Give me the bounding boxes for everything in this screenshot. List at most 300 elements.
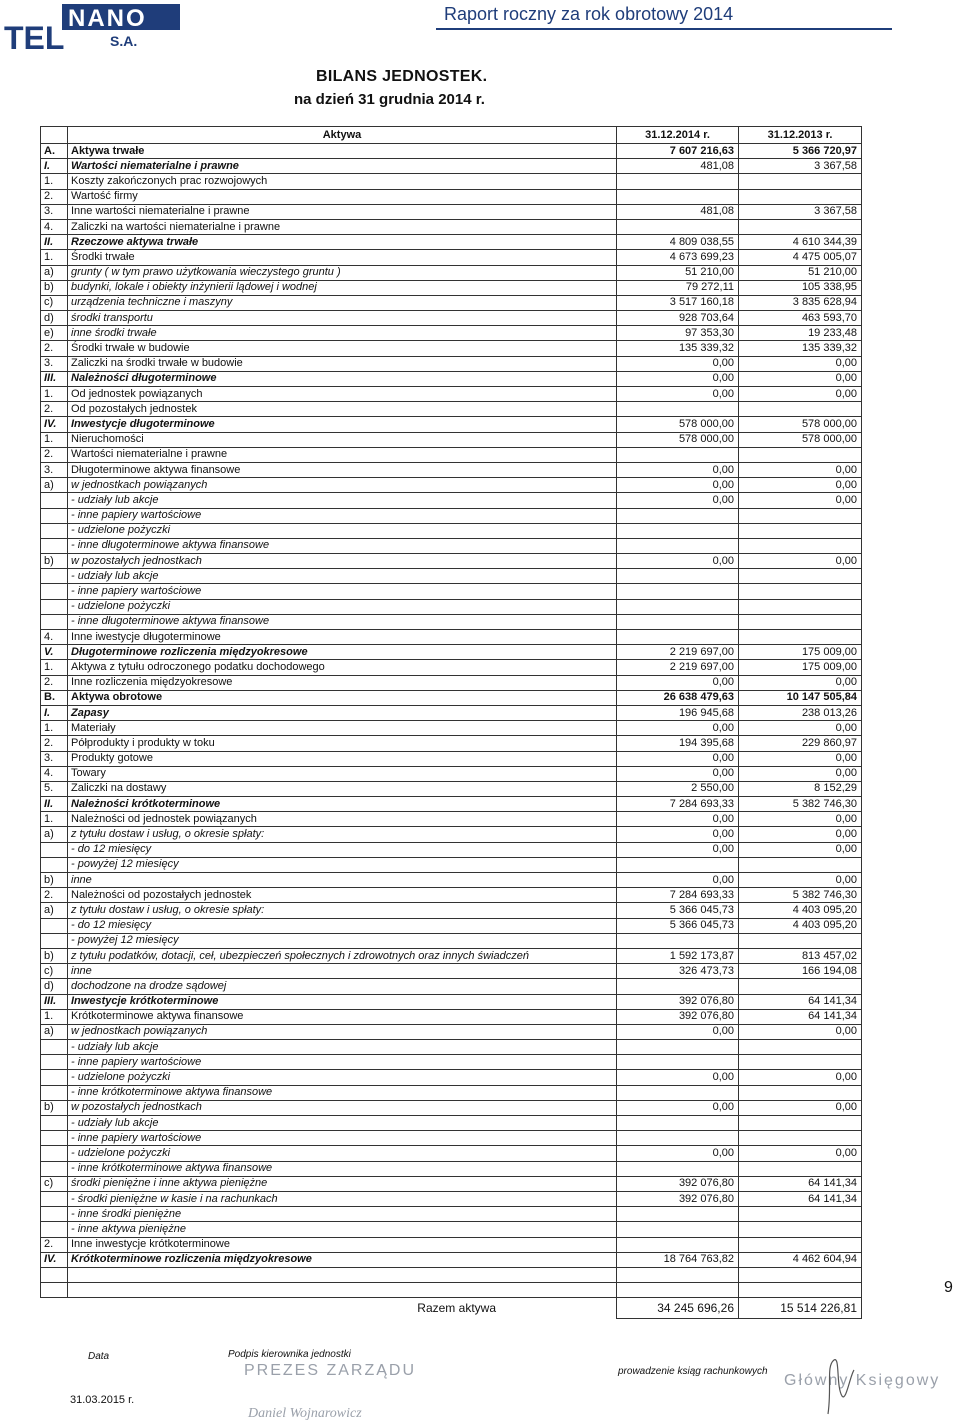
row-label: [68, 1267, 617, 1282]
row-value-2014: 18 764 763,82: [617, 1252, 739, 1267]
row-label: środki pieniężne i inne aktywa pieniężne: [68, 1176, 617, 1191]
table-row: [41, 417, 862, 432]
table-row: [41, 933, 862, 948]
row-label: Zapasy: [68, 705, 617, 720]
row-code: [41, 842, 68, 857]
svg-text:TEL: TEL: [4, 20, 65, 52]
row-value-2014: 79 272,11: [617, 280, 739, 295]
row-label: Należności od jednostek powiązanych: [68, 812, 617, 827]
table-row: [41, 1176, 862, 1191]
row-code: [41, 493, 68, 508]
row-value-2014: 0,00: [617, 842, 739, 857]
row-label: budynki, lokale i obiekty inżynierii lądowej i wodnej: [68, 280, 617, 295]
row-label: Koszty zakończonych prac rozwojowych: [68, 174, 617, 189]
row-value-2013: [739, 1116, 862, 1131]
row-value-2013: 0,00: [739, 766, 862, 781]
row-code: [41, 857, 68, 872]
row-value-2013: 0,00: [739, 371, 862, 386]
row-label: w pozostałych jednostkach: [68, 554, 617, 569]
row-value-2014: 4 809 038,55: [617, 235, 739, 250]
row-value-2013: 5 366 720,97: [739, 144, 862, 159]
row-value-2013: [739, 933, 862, 948]
row-code: a): [41, 478, 68, 493]
row-code: 2.: [41, 675, 68, 690]
table-row: [41, 462, 862, 477]
row-label: inne: [68, 964, 617, 979]
table-row: [41, 493, 862, 508]
row-code: [41, 614, 68, 629]
row-value-2013: 0,00: [739, 1146, 862, 1161]
row-code: 4.: [41, 630, 68, 645]
row-value-2013: 3 367,58: [739, 204, 862, 219]
row-value-2014: 392 076,80: [617, 1191, 739, 1206]
row-value-2014: 0,00: [617, 1146, 739, 1161]
row-label: środki transportu: [68, 311, 617, 326]
row-label: inne: [68, 873, 617, 888]
header-rule: [436, 28, 892, 30]
row-value-2014: 0,00: [617, 721, 739, 736]
row-value-2013: 4 610 344,39: [739, 235, 862, 250]
date-label: Data: [88, 1351, 110, 1362]
row-label: - udziały lub akcje: [68, 1116, 617, 1131]
stamp-ksiegowy: Główny Księgowy: [784, 1372, 941, 1389]
row-value-2013: 463 593,70: [739, 311, 862, 326]
row-value-2014: 0,00: [617, 812, 739, 827]
row-code: [41, 1055, 68, 1070]
table-row: [41, 827, 862, 842]
row-value-2013: [739, 979, 862, 994]
row-value-2013: 4 403 095,20: [739, 903, 862, 918]
row-code: 1.: [41, 1009, 68, 1024]
row-value-2013: 578 000,00: [739, 417, 862, 432]
table-row: [41, 705, 862, 720]
row-value-2014: 0,00: [617, 766, 739, 781]
row-code: b): [41, 948, 68, 963]
row-value-2013: [739, 402, 862, 417]
row-value-2014: 481,08: [617, 159, 739, 174]
table-row: [41, 1100, 862, 1115]
row-label: - udzielone pożyczki: [68, 1070, 617, 1085]
row-code: [41, 933, 68, 948]
row-code: b): [41, 280, 68, 295]
row-code: 1.: [41, 387, 68, 402]
table-row: [41, 1161, 862, 1176]
table-row: [41, 1207, 862, 1222]
row-value-2013: 8 152,29: [739, 781, 862, 796]
row-value-2013: 813 457,02: [739, 948, 862, 963]
row-code: c): [41, 964, 68, 979]
row-code: 3.: [41, 356, 68, 371]
header-aktywa: Aktywa: [68, 127, 617, 144]
table-row: [41, 371, 862, 386]
row-code: 2.: [41, 1237, 68, 1252]
row-value-2014: 481,08: [617, 204, 739, 219]
row-code: III.: [41, 994, 68, 1009]
row-value-2014: 194 395,68: [617, 736, 739, 751]
row-value-2013: 0,00: [739, 812, 862, 827]
row-value-2013: [739, 1283, 862, 1298]
row-value-2014: [617, 1040, 739, 1055]
row-label: - powyżej 12 miesięcy: [68, 933, 617, 948]
table-row: [41, 873, 862, 888]
row-code: a): [41, 1024, 68, 1039]
row-value-2014: [617, 979, 739, 994]
table-row: [41, 144, 862, 159]
row-label: inne środki trwałe: [68, 326, 617, 341]
row-value-2014: 7 284 693,33: [617, 888, 739, 903]
row-code: b): [41, 1100, 68, 1115]
row-value-2014: 0,00: [617, 371, 739, 386]
total-label: Razem aktywa: [417, 1301, 496, 1315]
row-code: [41, 584, 68, 599]
row-label: z tytułu podatków, dotacji, ceł, ubezpieczeń społecznych i zdrowotnych oraz innych świadczeń: [68, 948, 617, 963]
row-label: w pozostałych jednostkach: [68, 1100, 617, 1115]
row-label: urządzenia techniczne i maszyny: [68, 295, 617, 310]
row-value-2013: 64 141,34: [739, 1009, 862, 1024]
company-logo: [2, 2, 182, 52]
table-row: [41, 721, 862, 736]
table-row: [41, 265, 862, 280]
row-value-2014: 0,00: [617, 462, 739, 477]
row-code: 3.: [41, 751, 68, 766]
row-value-2013: 229 860,97: [739, 736, 862, 751]
row-code: III.: [41, 371, 68, 386]
row-label: - inne papiery wartościowe: [68, 584, 617, 599]
row-value-2014: 0,00: [617, 873, 739, 888]
row-value-2013: 0,00: [739, 1100, 862, 1115]
row-value-2013: [739, 584, 862, 599]
row-value-2014: 0,00: [617, 675, 739, 690]
row-label: w jednostkach powiązanych: [68, 478, 617, 493]
row-code: 4.: [41, 766, 68, 781]
row-code: a): [41, 827, 68, 842]
row-label: z tytułu dostaw i usług, o okresie spłaty:: [68, 827, 617, 842]
signature-name: Daniel Wojnarowicz: [248, 1406, 362, 1421]
row-code: e): [41, 326, 68, 341]
row-code: 3.: [41, 204, 68, 219]
row-code: [41, 1116, 68, 1131]
table-row: [41, 1116, 862, 1131]
table-row: [41, 948, 862, 963]
row-label: - udzielone pożyczki: [68, 523, 617, 538]
row-code: [41, 1070, 68, 1085]
row-value-2014: [617, 523, 739, 538]
row-label: Od pozostałych jednostek: [68, 402, 617, 417]
row-value-2014: 0,00: [617, 493, 739, 508]
row-value-2013: [739, 630, 862, 645]
table-row: [41, 1024, 862, 1039]
row-label: Środki trwałe: [68, 250, 617, 265]
page-header: [0, 0, 960, 56]
table-row: [41, 1237, 862, 1252]
row-value-2014: [617, 1055, 739, 1070]
row-value-2014: [617, 1222, 739, 1237]
row-value-2013: [739, 569, 862, 584]
row-value-2013: 105 338,95: [739, 280, 862, 295]
row-code: 1.: [41, 660, 68, 675]
table-row: [41, 645, 862, 660]
row-value-2014: [617, 1283, 739, 1298]
row-label: grunty ( w tym prawo użytkowania wieczystego gruntu ): [68, 265, 617, 280]
row-code: [41, 1267, 68, 1282]
row-label: - inne papiery wartościowe: [68, 1131, 617, 1146]
row-value-2013: 0,00: [739, 827, 862, 842]
row-value-2014: 392 076,80: [617, 1009, 739, 1024]
row-value-2013: 0,00: [739, 873, 862, 888]
row-label: - udzielone pożyczki: [68, 1146, 617, 1161]
row-code: 1.: [41, 812, 68, 827]
row-value-2014: 5 366 045,73: [617, 918, 739, 933]
row-value-2013: [739, 174, 862, 189]
row-label: [68, 1283, 617, 1298]
table-row: [41, 280, 862, 295]
row-value-2013: 64 141,34: [739, 1176, 862, 1191]
row-value-2014: 0,00: [617, 554, 739, 569]
row-value-2013: [739, 1237, 862, 1252]
row-label: Inne wartości niematerialne i prawne: [68, 204, 617, 219]
row-label: Produkty gotowe: [68, 751, 617, 766]
table-row: [41, 1267, 862, 1282]
row-value-2013: 0,00: [739, 1024, 862, 1039]
table-row: [41, 1131, 862, 1146]
row-value-2014: [617, 584, 739, 599]
row-label: - inne środki pieniężne: [68, 1207, 617, 1222]
total-row: [41, 1298, 862, 1319]
document-date: 31.03.2015 r.: [70, 1394, 135, 1406]
row-value-2014: 326 473,73: [617, 964, 739, 979]
row-value-2013: 0,00: [739, 1070, 862, 1085]
row-value-2013: [739, 1055, 862, 1070]
row-code: [41, 1085, 68, 1100]
row-code: [41, 508, 68, 523]
table-row: [41, 235, 862, 250]
row-value-2013: 0,00: [739, 462, 862, 477]
row-code: 5.: [41, 781, 68, 796]
row-value-2014: 5 366 045,73: [617, 903, 739, 918]
row-value-2013: 0,00: [739, 554, 862, 569]
row-value-2013: 0,00: [739, 356, 862, 371]
row-code: 1.: [41, 250, 68, 265]
table-row: [41, 1085, 862, 1100]
table-row: [41, 614, 862, 629]
row-value-2014: [617, 599, 739, 614]
row-code: IV.: [41, 417, 68, 432]
table-row: [41, 356, 862, 371]
table-row: [41, 387, 862, 402]
row-code: c): [41, 1176, 68, 1191]
table-row: [41, 1055, 862, 1070]
row-value-2013: 19 233,48: [739, 326, 862, 341]
row-label: Rzeczowe aktywa trwałe: [68, 235, 617, 250]
table-row: [41, 736, 862, 751]
table-row: [41, 1040, 862, 1055]
row-value-2014: 578 000,00: [617, 417, 739, 432]
row-label: - udziały lub akcje: [68, 493, 617, 508]
row-value-2014: [617, 614, 739, 629]
table-row: [41, 523, 862, 538]
row-label: - udziały lub akcje: [68, 569, 617, 584]
table-row: [41, 751, 862, 766]
row-value-2014: [617, 1267, 739, 1282]
row-code: 2.: [41, 402, 68, 417]
row-value-2013: 0,00: [739, 751, 862, 766]
svg-text:S.A.: S.A.: [110, 33, 138, 49]
row-value-2014: 4 673 699,23: [617, 250, 739, 265]
row-label: dochodzone na drodze sądowej: [68, 979, 617, 994]
row-value-2014: [617, 1116, 739, 1131]
table-row: [41, 1283, 862, 1298]
row-value-2013: 4 462 604,94: [739, 1252, 862, 1267]
row-value-2014: [617, 1237, 739, 1252]
row-label: Zaliczki na środki trwałe w budowie: [68, 356, 617, 371]
row-label: Zaliczki na wartości niematerialne i prawne: [68, 219, 617, 234]
row-label: - środki pieniężne w kasie i na rachunkach: [68, 1191, 617, 1206]
row-value-2014: 97 353,30: [617, 326, 739, 341]
table-row: [41, 538, 862, 553]
row-value-2014: 7 284 693,33: [617, 797, 739, 812]
row-code: [41, 1146, 68, 1161]
row-label: - inne aktywa pieniężne: [68, 1222, 617, 1237]
table-row: [41, 1222, 862, 1237]
row-code: a): [41, 265, 68, 280]
row-value-2014: 578 000,00: [617, 432, 739, 447]
row-label: Aktywa z tytułu odroczonego podatku dochodowego: [68, 660, 617, 675]
row-label: - do 12 miesięcy: [68, 918, 617, 933]
row-code: IV.: [41, 1252, 68, 1267]
row-value-2013: 578 000,00: [739, 432, 862, 447]
table-row: [41, 1252, 862, 1267]
row-label: Wartości niematerialne i prawne: [68, 159, 617, 174]
row-code: [41, 599, 68, 614]
bookkeeper-label: prowadzenie ksiąg rachunkowych: [618, 1366, 768, 1377]
total-2013: 15 514 226,81: [739, 1298, 862, 1319]
row-value-2014: [617, 1131, 739, 1146]
row-code: 2.: [41, 736, 68, 751]
row-label: Wartość firmy: [68, 189, 617, 204]
table-row: [41, 1146, 862, 1161]
row-label: Wartości niematerialne i prawne: [68, 447, 617, 462]
row-label: Inne iwestycje długoterminowe: [68, 630, 617, 645]
row-code: d): [41, 979, 68, 994]
row-value-2014: 196 945,68: [617, 705, 739, 720]
row-value-2014: [617, 1161, 739, 1176]
row-code: d): [41, 311, 68, 326]
row-value-2014: 26 638 479,63: [617, 690, 739, 705]
row-value-2013: [739, 1207, 862, 1222]
table-row: [41, 250, 862, 265]
row-code: a): [41, 903, 68, 918]
row-label: z tytułu dostaw i usług, o okresie spłaty:: [68, 903, 617, 918]
row-value-2014: 7 607 216,63: [617, 144, 739, 159]
row-label: Inwestycje krótkoterminowe: [68, 994, 617, 1009]
row-value-2014: [617, 219, 739, 234]
row-value-2014: 0,00: [617, 827, 739, 842]
row-code: c): [41, 295, 68, 310]
balance-title: BILANS JEDNOSTEK.: [316, 68, 488, 85]
row-code: [41, 538, 68, 553]
row-value-2013: [739, 1161, 862, 1176]
row-value-2014: [617, 1085, 739, 1100]
row-value-2013: [739, 189, 862, 204]
row-value-2014: 3 517 160,18: [617, 295, 739, 310]
row-value-2013: 10 147 505,84: [739, 690, 862, 705]
row-code: II.: [41, 797, 68, 812]
row-value-2014: [617, 508, 739, 523]
row-value-2013: 0,00: [739, 493, 862, 508]
stamp-zarzad: PREZES ZARZĄDU: [244, 1362, 417, 1379]
table-row: [41, 797, 862, 812]
row-value-2014: [617, 189, 739, 204]
report-title: Raport roczny za rok obrotowy 2014: [444, 4, 734, 24]
row-value-2013: [739, 219, 862, 234]
row-value-2013: [739, 523, 862, 538]
row-value-2014: 0,00: [617, 387, 739, 402]
row-label: - inne papiery wartościowe: [68, 508, 617, 523]
row-label: Długoterminowe aktywa finansowe: [68, 462, 617, 477]
table-row: [41, 903, 862, 918]
row-label: Należności krótkoterminowe: [68, 797, 617, 812]
row-label: - powyżej 12 miesięcy: [68, 857, 617, 872]
row-label: - inne długoterminowe aktywa finansowe: [68, 614, 617, 629]
row-label: Inne rozliczenia międzyokresowe: [68, 675, 617, 690]
row-value-2014: 2 219 697,00: [617, 660, 739, 675]
row-value-2013: [739, 1222, 862, 1237]
row-label: - inne krótkoterminowe aktywa finansowe: [68, 1161, 617, 1176]
row-value-2013: [739, 1131, 862, 1146]
row-code: V.: [41, 645, 68, 660]
table-row: [41, 675, 862, 690]
row-label: Długoterminowe rozliczenia międzyokresowe: [68, 645, 617, 660]
table-row: [41, 341, 862, 356]
row-value-2014: [617, 630, 739, 645]
table-row: [41, 402, 862, 417]
row-value-2013: 64 141,34: [739, 994, 862, 1009]
table-row: [41, 918, 862, 933]
row-value-2014: 0,00: [617, 356, 739, 371]
row-value-2013: 0,00: [739, 387, 862, 402]
row-label: Nieruchomości: [68, 432, 617, 447]
row-value-2014: 2 550,00: [617, 781, 739, 796]
row-value-2013: 3 835 628,94: [739, 295, 862, 310]
header-2013: 31.12.2013 r.: [739, 127, 862, 144]
row-code: 1.: [41, 432, 68, 447]
table-row: [41, 690, 862, 705]
row-label: Inne inwestycje krótkoterminowe: [68, 1237, 617, 1252]
table-row: [41, 584, 862, 599]
row-value-2013: [739, 1267, 862, 1282]
row-value-2013: 166 194,08: [739, 964, 862, 979]
row-label: - inne papiery wartościowe: [68, 1055, 617, 1070]
table-row: [41, 219, 862, 234]
table-row: [41, 979, 862, 994]
row-code: [41, 1040, 68, 1055]
table-row: [41, 964, 862, 979]
row-label: Należności długoterminowe: [68, 371, 617, 386]
row-value-2013: [739, 1085, 862, 1100]
row-code: [41, 1222, 68, 1237]
row-code: [41, 1283, 68, 1298]
row-label: Środki trwałe w budowie: [68, 341, 617, 356]
row-code: 1.: [41, 721, 68, 736]
table-row: [41, 554, 862, 569]
row-value-2013: 0,00: [739, 721, 862, 736]
row-label: - inne długoterminowe aktywa finansowe: [68, 538, 617, 553]
row-label: Półprodukty i produkty w toku: [68, 736, 617, 751]
table-row: [41, 295, 862, 310]
row-label: Krótkoterminowe rozliczenia międzyokresowe: [68, 1252, 617, 1267]
row-code: I.: [41, 159, 68, 174]
row-code: [41, 1191, 68, 1206]
